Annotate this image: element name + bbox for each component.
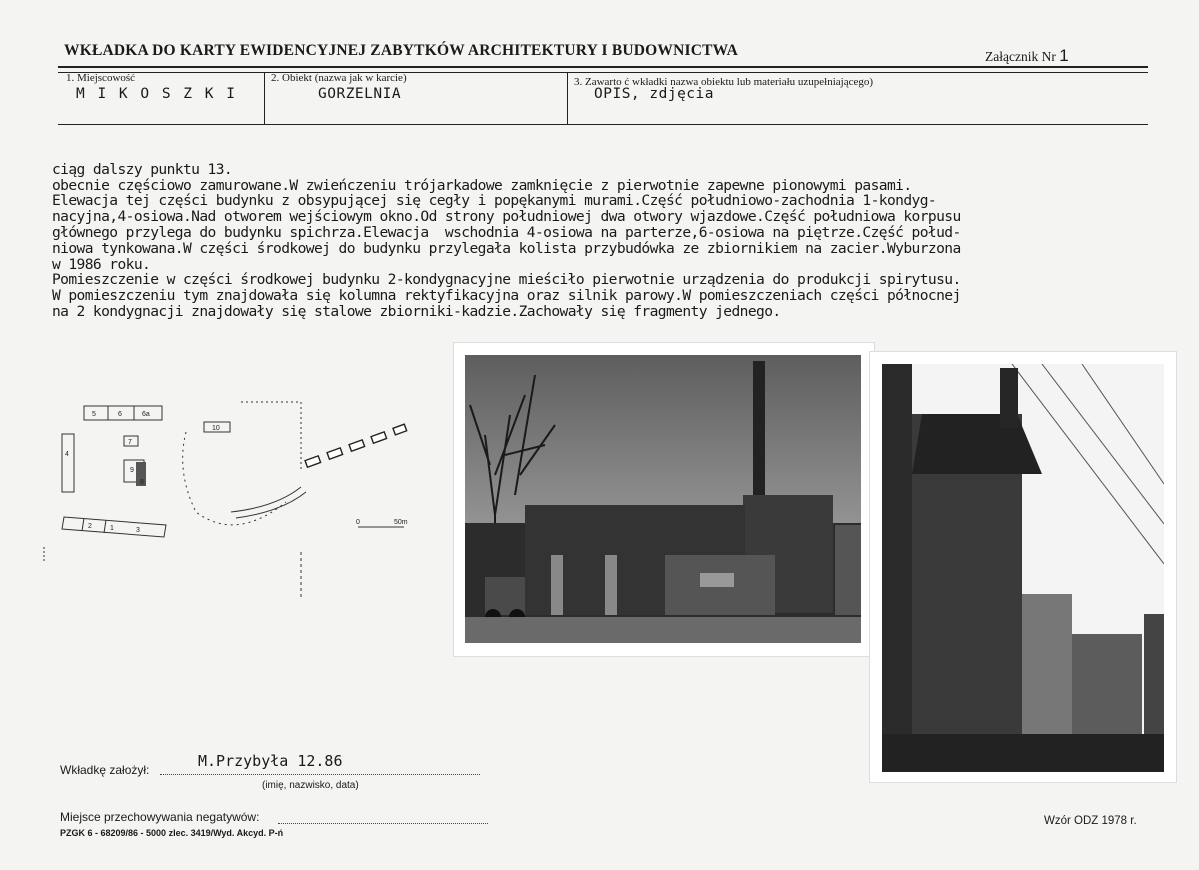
field-2-label: 2. Obiekt (nazwa jak w karcie)	[271, 72, 407, 84]
attachment-label-text: Załącznik Nr	[985, 49, 1056, 64]
attachment-label	[985, 46, 1069, 66]
text-line: obecnie częściowo zamurowane.W zwieńczeniu trójarkadowe zamknięcie z pierwotnie zapewne pionowymi pasami.	[52, 176, 912, 194]
header-rule	[58, 66, 1148, 68]
text-line: W pomieszczeniu tym znajdowała się kolumna rektyfikacyjna oraz silnik parowy.W pomieszczeniach części północnej	[52, 287, 961, 305]
fields-rule	[58, 72, 1148, 73]
text-line: w 1986 roku.	[52, 255, 151, 273]
form-model: Wzór ODZ 1978 r.	[1044, 815, 1137, 827]
text-line: nacyjna,4-osiowa.Nad otworem wejściowym okno.Od strony południowej dwa otwory wjazdowe.Część południowa korpusu	[52, 208, 961, 226]
photo-tower-building	[870, 352, 1176, 782]
scale-end-label: 50m	[394, 519, 408, 526]
field-divider-2	[567, 72, 568, 124]
author-value: M.Przybyła 12.86	[198, 752, 343, 770]
text-line: głównego przylega do budynku spichrza.Elewacja wschodnia 4-osiowa na parterze,6-osiowa na piętrze.Część połud-	[52, 223, 961, 241]
field-2-value: GORZELNIA	[318, 86, 402, 102]
text-line: na 2 kondygnacji znajdowały się stalowe zbiorniki-kadzie.Zachowały się fragmenty jednego.	[52, 302, 781, 320]
plan-room-label: 7	[128, 439, 132, 446]
plan-room-label: 9	[130, 467, 134, 474]
print-info: PZGK 6 - 68209/86 - 5000 zlec. 3419/Wyd. Akcyd. P-ń	[60, 828, 284, 838]
scale-zero-label: 0	[356, 519, 360, 526]
text-line: Pomieszczenie w części środkowej budynku 2-kondygnacyjne mieściło pierwotnie urządzenia do produkcji spirytusu.	[52, 271, 961, 289]
plan-room-label: 2	[88, 523, 92, 530]
plan-room-label: 8	[140, 479, 144, 486]
photo-tower-building-image	[882, 364, 1164, 772]
plan-room-label: 6a	[142, 411, 150, 418]
author-label: Wkładkę założył:	[60, 763, 150, 777]
author-line	[160, 774, 480, 775]
form-title: WKŁADKA DO KARTY EWIDENCYJNEJ ZABYTKÓW ARCHITEKTURY I BUDOWNICTWA	[64, 42, 739, 59]
negatives-label: Miejsce przechowywania negatywów:	[60, 810, 260, 824]
field-divider-1	[264, 72, 265, 124]
plan-room-label: 1	[110, 525, 114, 532]
field-1-label: 1. Miejscowość	[66, 72, 136, 84]
field-1-value: M I K O S Z K I	[76, 86, 237, 102]
text-line: Elewacja tej części budynku z obsypującej się cegły i popękanymi murami.Część południowo-zachodnia 1-kondyg-	[52, 192, 937, 210]
description-text	[52, 146, 1192, 336]
photo-distillery-chimney-image	[465, 355, 861, 643]
text-line: niowa tynkowana.W części środkowej do budynku przylegała kolista przybudówka ze zbiornikiem na zacier.Wyburzona	[52, 239, 961, 257]
plan-room-label: 6	[118, 411, 122, 418]
plan-room-label: 4	[65, 451, 69, 458]
plan-room-label: 10	[212, 425, 220, 432]
text-line: ciąg dalszy punktu 13.	[52, 160, 233, 178]
plan-room-label: 5	[92, 411, 96, 418]
field-3-label: 3. Zawarto ć wkładki nazwa obiektu lub materiału uzupełniającego)	[574, 76, 874, 88]
field-3-value: OPIS, zdjęcia	[594, 86, 714, 102]
author-hint: (imię, nazwisko, data)	[262, 780, 359, 791]
fields-bottom-rule	[58, 124, 1148, 125]
attachment-number: 1	[1059, 46, 1069, 65]
photo-distillery-chimney	[454, 343, 874, 656]
plan-room-label: 3	[136, 527, 140, 534]
site-plan-sketch	[36, 392, 446, 622]
negatives-line	[278, 823, 488, 824]
